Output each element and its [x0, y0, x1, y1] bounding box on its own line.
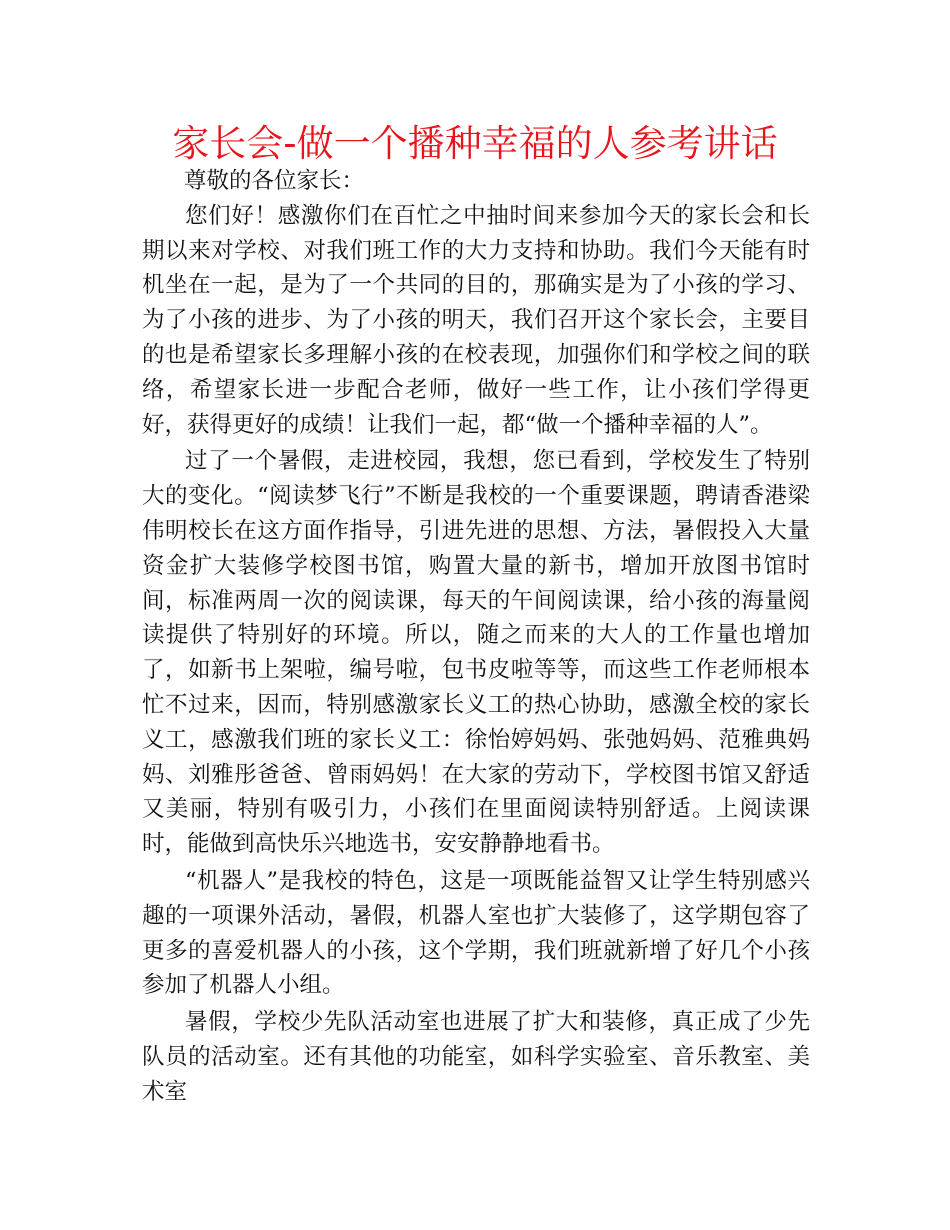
- paragraph-greeting: 您们好！感激你们在百忙之中抽时间来参加今天的家长会和长期以来对学校、对我们班工作的大力支持和协助。我们今天能有时机坐在一起，是为了一个共同的目的，那确实是为了小孩的学习、为了小孩的进步、为了小孩的明天，我们召开这个家长会，主要目的也是希望家长多理解小孩的在校表现，加强你们和学校之间的联络，希望家长进一步配合老师，做好一些工作，让小孩们学得更好，获得更好的成绩！让我们一起，都“做一个播种幸福的人”。: [142, 202, 810, 438]
- paragraph-reading-program: 过了一个暑假，走进校园，我想，您已看到，学校发生了特别大的变化。“阅读梦飞行”不断是我校的一个重要课题，聘请香港梁伟明校长在这方面作指导，引进先进的思想、方法，暑假投入大量资金扩大装修学校图书馆，购置大量的新书，增加开放图书馆时间，标准两周一次的阅读课，每天的午间阅读课，给小孩的海量阅读提供了特别好的环境。所以，随之而来的大人的工作量也增加了，如新书上架啦，编号啦，包书皮啦等等，而这些工作老师根本忙不过来，因而，特别感激家长义工的热心协助，感激全校的家长义工，感激我们班的家长义工：徐怡婷妈妈、张弛妈妈、范雅典妈妈、刘雅彤爸爸、曾雨妈妈！在大家的劳动下，学校图书馆又舒适又美丽，特别有吸引力，小孩们在里面阅读特别舒适。上阅读课时，能做到高快乐兴地选书，安安静静地看书。: [142, 448, 810, 858]
- document-body: [142, 164, 810, 1110]
- salutation: 尊敬的各位家长：: [184, 168, 365, 194]
- paragraph-facilities: 暑假，学校少先队活动室也进展了扩大和装修，真正成了少先队员的活动室。还有其他的功能室，如科学实验室、音乐教室、美术室: [142, 1009, 810, 1105]
- document-title: 家长会-做一个播种幸福的人参考讲话: [172, 122, 778, 165]
- paragraph-robotics: “机器人”是我校的特色，这是一项既能益智又让学生特别感兴趣的一项课外活动，暑假，机器人室也扩大装修了，这学期包容了更多的喜爱机器人的小孩，这个学期，我们班就新增了好几个小孩参加了机器人小组。: [142, 867, 810, 999]
